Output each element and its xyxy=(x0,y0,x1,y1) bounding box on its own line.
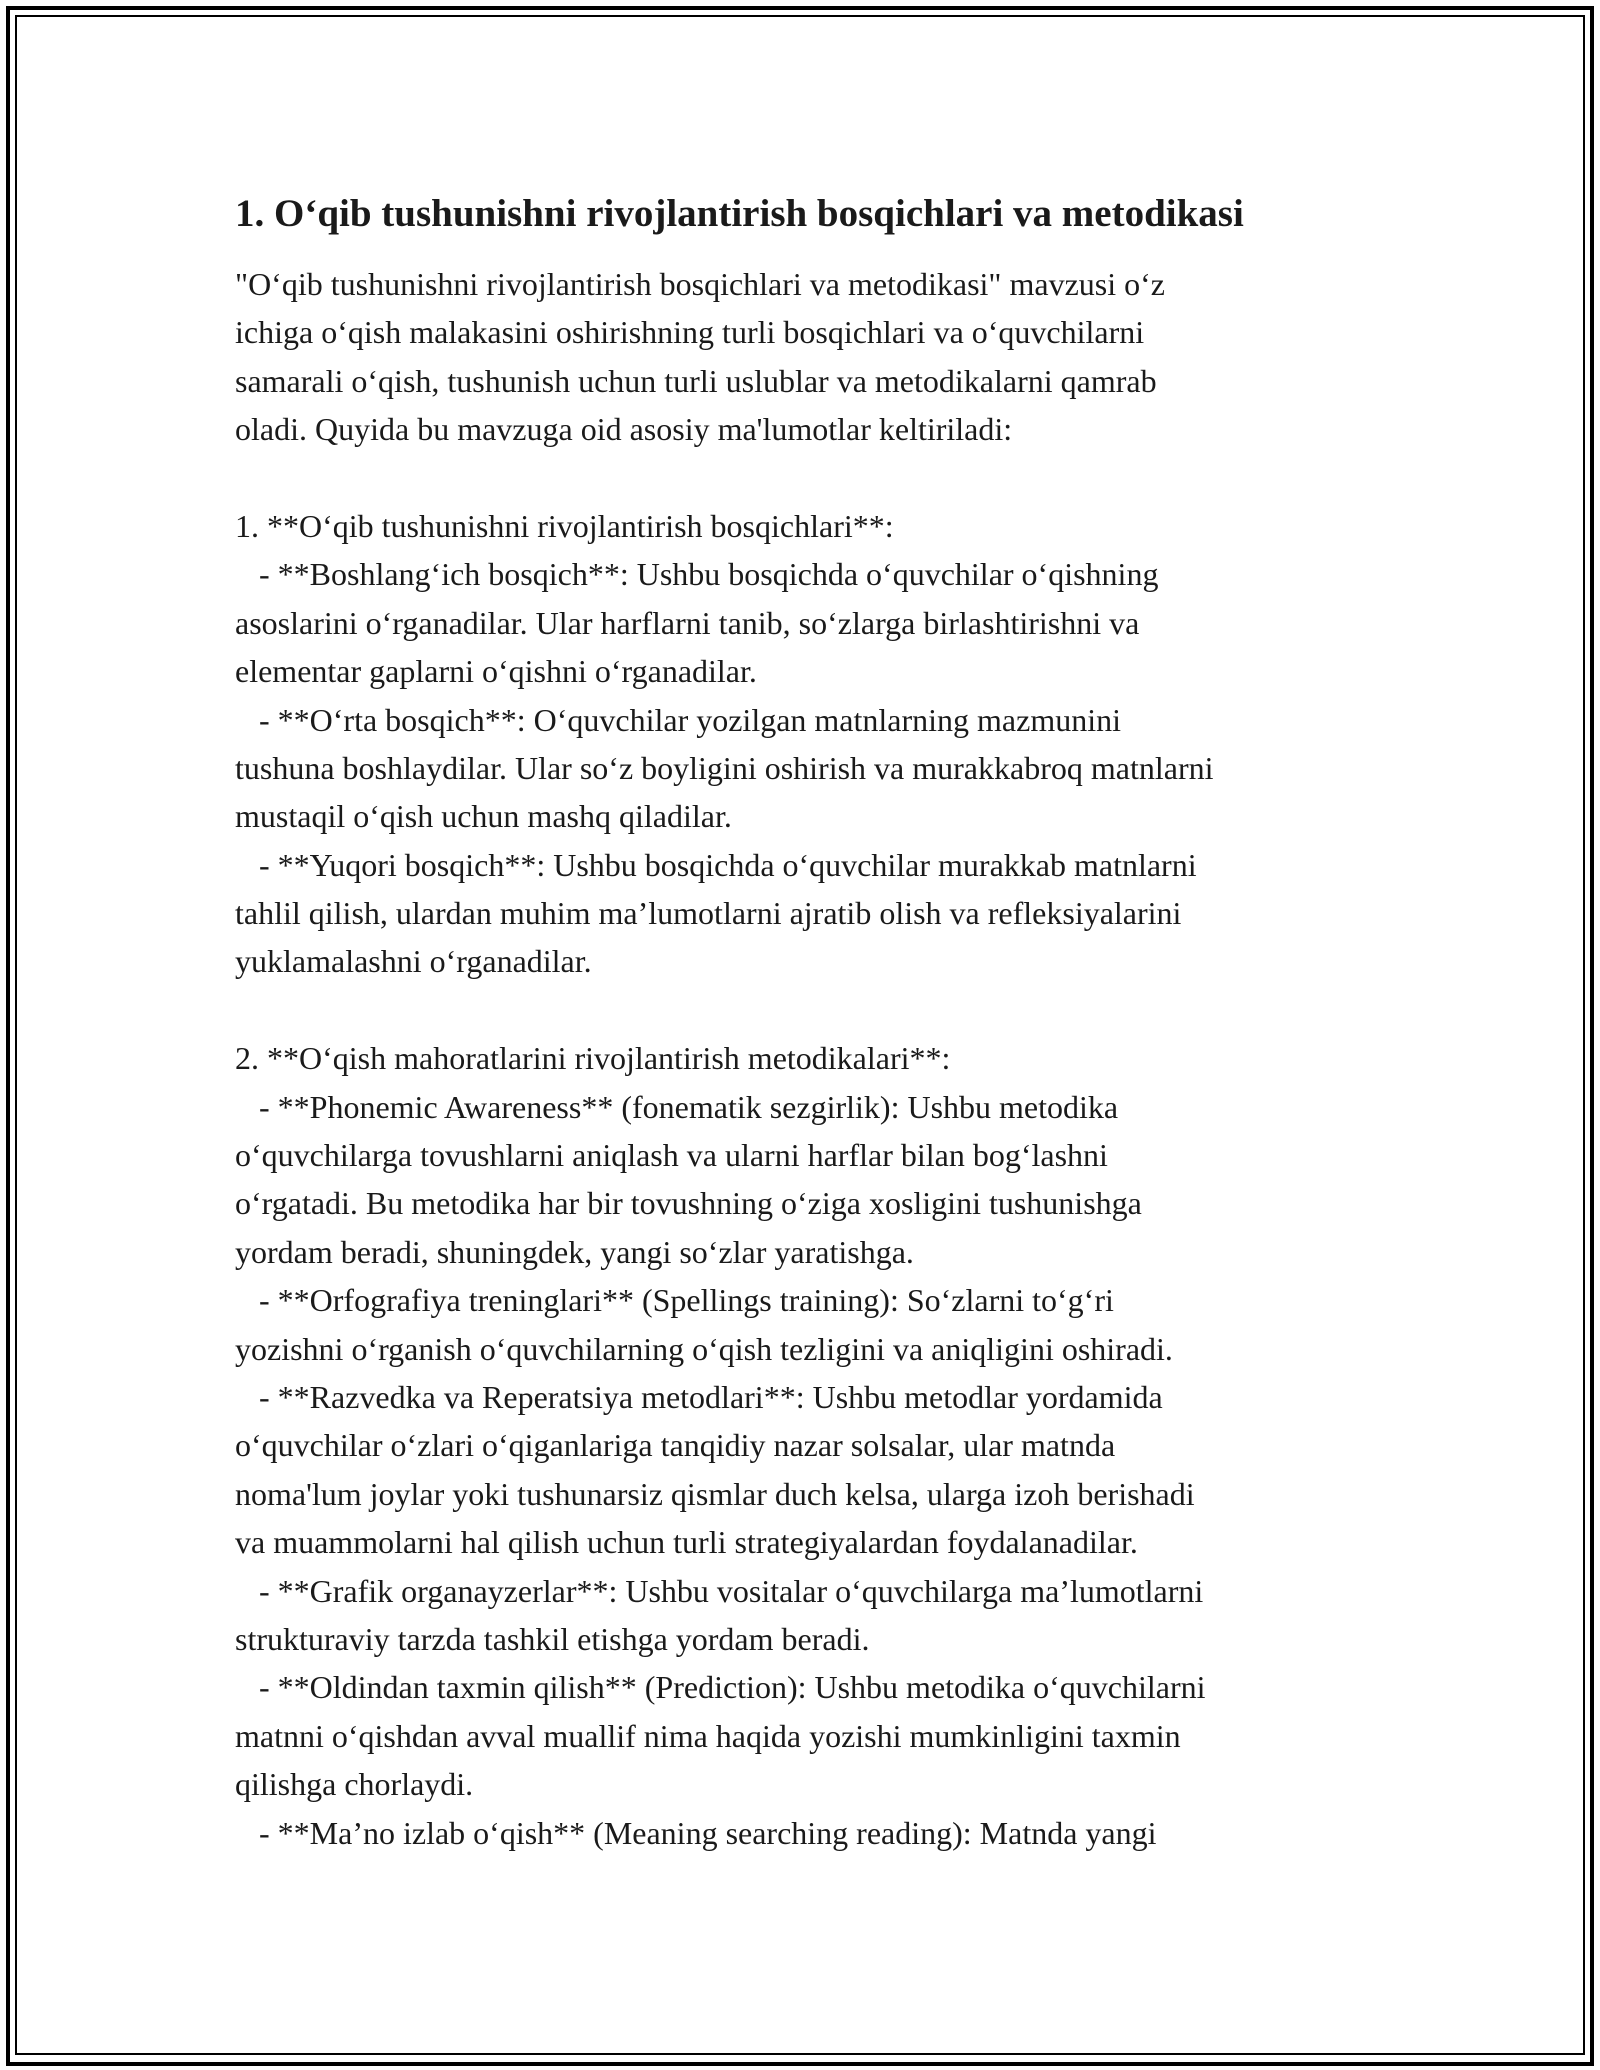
text-line: noma'lum joylar yoki tushunarsiz qismlar duch kelsa, ularga izoh berishadi xyxy=(235,1475,1195,1512)
text-line: - **Grafik organayzerlar**: Ushbu vositalar oʻquvchilarga maʼlumotlarni xyxy=(235,1572,1204,1609)
text-line: oʻrgatadi. Bu metodika har bir tovushning oʻziga xosligini tushunishga xyxy=(235,1185,1142,1222)
text-line: oʻquvchilarga tovushlarni aniqlash va ularni harflar bilan bogʻlashni xyxy=(235,1137,1108,1174)
text-line: asoslarini oʻrganadilar. Ular harflarni tanib, soʻzlarga birlashtirishni va xyxy=(235,604,1140,641)
blank-line xyxy=(235,986,1375,1034)
document-body xyxy=(235,188,1375,1857)
text-line: - **Orfografiya treninglari** (Spellings training): Soʻzlarni toʻgʻri xyxy=(235,1282,1114,1319)
blank-line xyxy=(235,454,1375,502)
text-line: mustaqil oʻqish uchun mashq qiladilar. xyxy=(235,798,732,835)
text-line: 1. **Oʻqib tushunishni rivojlantirish bosqichlari**: xyxy=(235,507,894,544)
text-line: elementar gaplarni oʻqishni oʻrganadilar. xyxy=(235,653,757,690)
text-line: yuklamalashni oʻrganadilar. xyxy=(235,943,592,980)
text-line: - **Oldindan taxmin qilish** (Prediction): Ushbu metodika oʻquvchilarni xyxy=(235,1669,1206,1706)
text-line: oladi. Quyida bu mavzuga oid asosiy ma'lumotlar keltiriladi: xyxy=(235,411,1013,448)
text-line: matnni oʻqishdan avval muallif nima haqida yozishi mumkinligini taxmin xyxy=(235,1717,1181,1754)
text-line: qilishga chorlaydi. xyxy=(235,1766,474,1803)
text-line: - **Boshlangʻich bosqich**: Ushbu bosqichda oʻquvchilar oʻqishning xyxy=(235,556,1159,593)
text-line: samarali oʻqish, tushunish uchun turli uslublar va metodikalarni qamrab xyxy=(235,362,1157,399)
text-line: - **Maʼno izlab oʻqish** (Meaning searching reading): Matnda yangi xyxy=(235,1814,1157,1851)
document-text xyxy=(235,260,1375,1857)
text-line: yordam beradi, shuningdek, yangi soʻzlar yaratishga. xyxy=(235,1233,914,1270)
text-line: strukturaviy tarzda tashkil etishga yordam beradi. xyxy=(235,1620,870,1657)
text-line: oʻquvchilar oʻzlari oʻqiganlariga tanqidiy nazar solsalar, ular matnda xyxy=(235,1427,1116,1464)
text-line: - **Oʻrta bosqich**: Oʻquvchilar yozilgan matnlarning mazmunini xyxy=(235,701,1121,738)
document-title: 1. Oʻqib tushunishni rivojlantirish bosqichlari va metodikasi xyxy=(235,192,1244,235)
text-line: 2. **Oʻqish mahoratlarini rivojlantirish metodikalari**: xyxy=(235,1040,951,1077)
text-line: "Oʻqib tushunishni rivojlantirish bosqichlari va metodikasi" mavzusi oʻz xyxy=(235,266,1165,302)
text-line: tushuna boshlaydilar. Ular soʻz boyligini oshirish va murakkabroq matnlarni xyxy=(235,749,1214,786)
text-line: va muammolarni hal qilish uchun turli strategiyalardan foydalanadilar. xyxy=(235,1524,1138,1561)
text-line: - **Razvedka va Reperatsiya metodlari**: Ushbu metodlar yordamida xyxy=(235,1378,1163,1415)
text-line: - **Yuqori bosqich**: Ushbu bosqichda oʻquvchilar murakkab matnlarni xyxy=(235,846,1197,883)
text-line: yozishni oʻrganish oʻquvchilarning oʻqish tezligini va aniqligini oshiradi. xyxy=(235,1330,1173,1367)
text-line: tahlil qilish, ulardan muhim maʼlumotlarni ajratib olish va refleksiyalarini xyxy=(235,895,1182,932)
text-line: - **Phonemic Awareness** (fonematik sezgirlik): Ushbu metodika xyxy=(235,1088,1119,1125)
text-line: ichiga oʻqish malakasini oshirishning turli bosqichlari va oʻquvchilarni xyxy=(235,314,1145,351)
